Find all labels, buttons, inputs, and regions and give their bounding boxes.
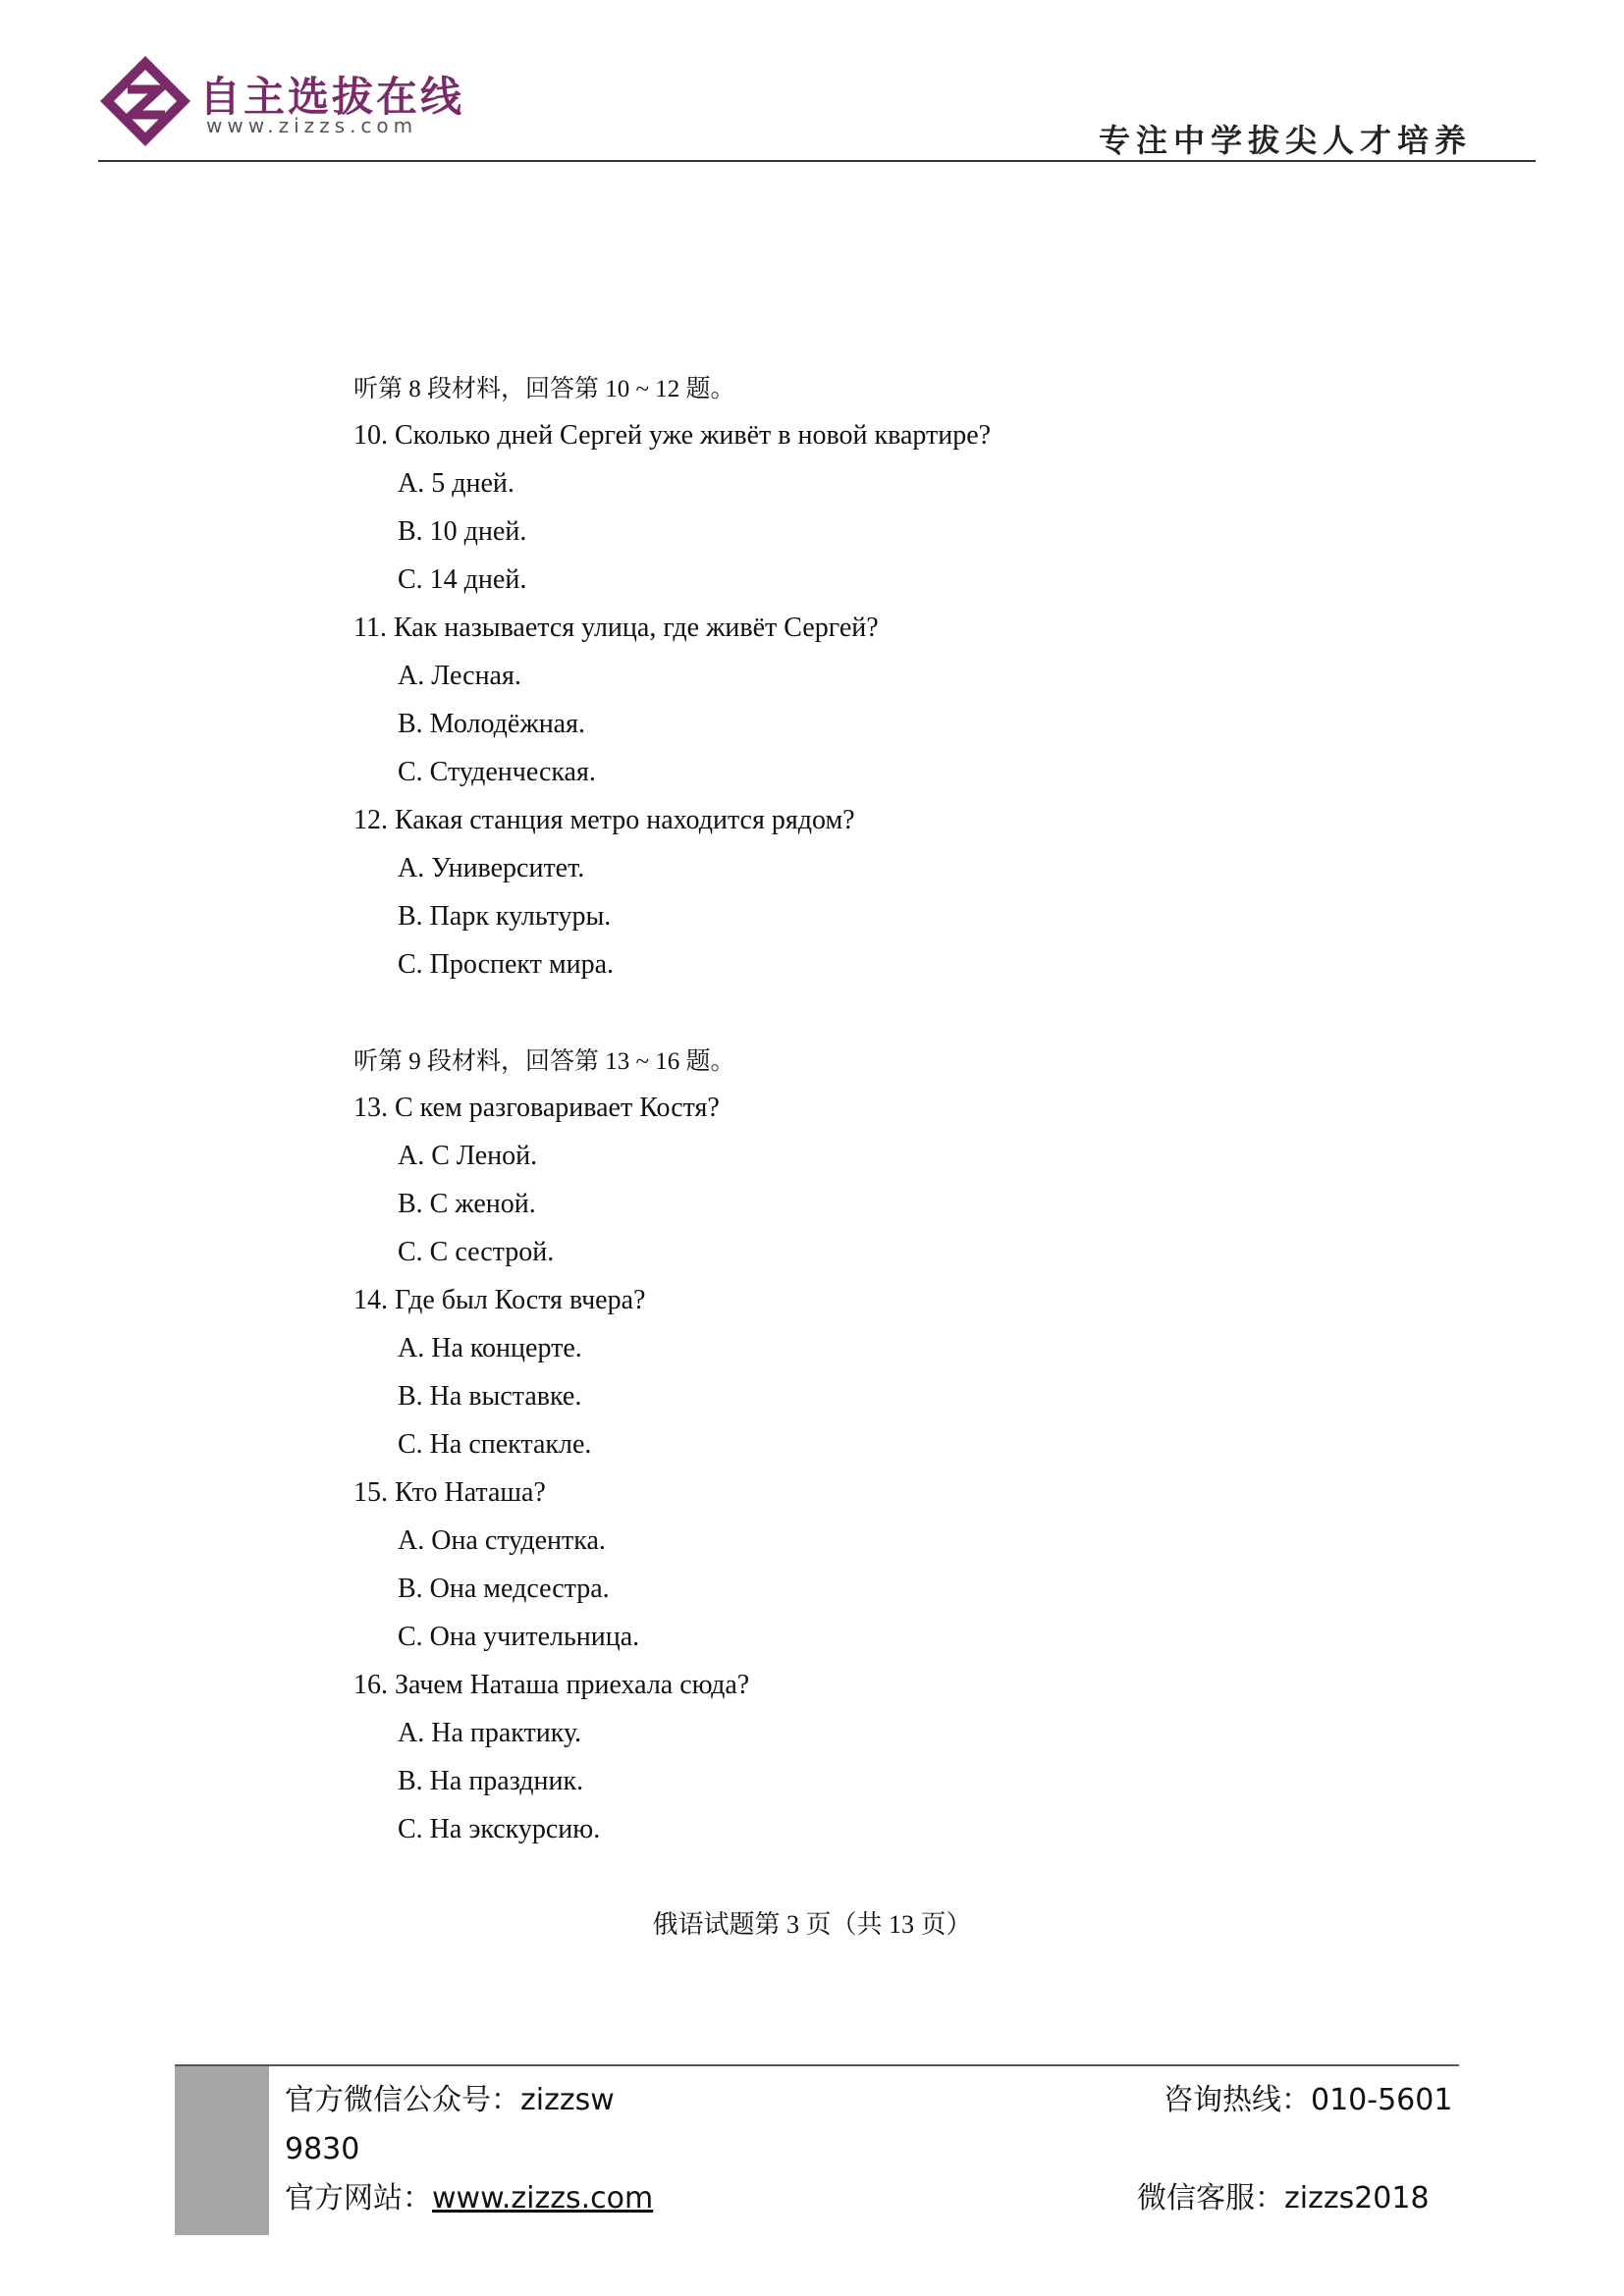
option-15-a: A. Она студентка. <box>398 1525 606 1556</box>
zizzs-diamond-logo-icon <box>98 54 192 148</box>
question-15: 15. Кто Наташа? <box>353 1477 546 1508</box>
option-13-c: C. С сестрой. <box>398 1237 555 1267</box>
footer-website-label: 官方网站： <box>285 2181 432 2216</box>
brand-name: 自主选拔在线 <box>199 73 465 121</box>
footer-website-link[interactable]: www.zizzs.com <box>432 2181 654 2216</box>
option-14-c: C. На спектакле. <box>398 1429 592 1460</box>
option-11-b: B. Молодёжная. <box>398 709 585 739</box>
footer-hotline: 咨询热线：010-5601 <box>1164 2083 1453 2117</box>
question-14: 14. Где был Костя вчера? <box>353 1285 646 1315</box>
question-13: 13. С кем разговаривает Костя? <box>353 1093 720 1123</box>
footer-service: 微信客服：zizzs2018 <box>1137 2181 1430 2216</box>
option-16-c: C. На экскурсию. <box>398 1814 601 1844</box>
option-16-a: A. На практику. <box>398 1718 582 1748</box>
option-14-a: A. На концерте. <box>398 1333 582 1363</box>
option-10-a: A. 5 дней. <box>398 468 514 499</box>
header-divider <box>98 160 1536 162</box>
option-13-b: B. С женой. <box>398 1189 536 1219</box>
footer-divider <box>175 2064 1459 2066</box>
option-10-b: B. 10 дней. <box>398 516 527 547</box>
option-14-b: B. На выставке. <box>398 1381 582 1412</box>
footer-wechat: 官方微信公众号：zizzsw <box>285 2083 615 2117</box>
section-heading: 听第 9 段材料，回答第 13 ~ 16 题。 <box>353 1048 735 1075</box>
question-11: 11. Как называется улица, где живёт Сергей? <box>353 613 879 643</box>
option-11-c: C. Студенческая. <box>398 757 596 787</box>
page-header <box>0 0 1624 167</box>
option-12-b: B. Парк культуры. <box>398 901 612 932</box>
footer-gray-bar <box>175 2066 269 2235</box>
slogan: 专注中学拔尖人才培养 <box>1098 122 1472 159</box>
brand-url: www.zizzs.com <box>206 114 418 137</box>
footer-website <box>285 2179 653 2218</box>
option-13-a: A. С Леной. <box>398 1141 538 1171</box>
section-heading: 听第 8 段材料，回答第 10 ~ 12 题。 <box>353 376 735 402</box>
question-10: 10. Сколько дней Сергей уже живёт в новой квартире? <box>353 420 992 451</box>
option-16-b: B. На праздник. <box>398 1766 584 1796</box>
option-15-b: B. Она медсестра. <box>398 1574 610 1604</box>
option-12-c: C. Проспект мира. <box>398 949 615 980</box>
option-10-c: C. 14 дней. <box>398 564 527 595</box>
footer-wechat-cont: 9830 <box>285 2132 360 2166</box>
option-12-a: A. Университет. <box>398 853 585 883</box>
page-number: 俄语试题第 3 页（共 13 页） <box>652 1910 972 1939</box>
question-12: 12. Какая станция метро находится рядом? <box>353 805 855 835</box>
option-15-c: C. Она учительница. <box>398 1622 640 1652</box>
option-11-a: A. Лесная. <box>398 661 521 691</box>
question-16: 16. Зачем Наташа приехала сюда? <box>353 1670 750 1700</box>
